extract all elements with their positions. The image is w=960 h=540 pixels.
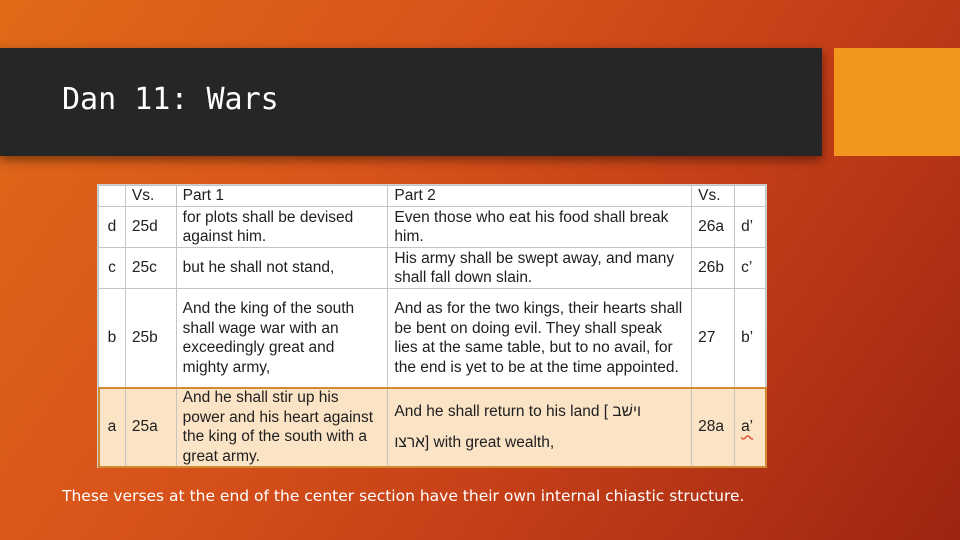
verse-cell: 27	[692, 289, 735, 388]
part2-text-pre: And he shall return to his land [	[394, 403, 609, 420]
slide-title: Dan 11: Wars	[62, 82, 279, 117]
part2-cell	[388, 388, 692, 467]
row-label-prime: c’	[735, 248, 766, 289]
verse-cell: 26b	[692, 248, 735, 289]
header-cell-part2: Part 2	[388, 186, 692, 207]
row-label: b	[99, 289, 126, 388]
verse-cell: 25d	[125, 207, 176, 248]
verse-cell: 28a	[692, 388, 735, 467]
hebrew-word-2: ארצו	[394, 434, 425, 451]
part2-cell: Even those who eat his food shall break him.	[388, 207, 692, 248]
row-label-prime: d’	[735, 207, 766, 248]
part2-cell: His army shall be swept away, and many shall fall down slain.	[388, 248, 692, 289]
table-row-highlighted	[99, 388, 766, 467]
row-label-prime	[735, 388, 766, 467]
verse-cell: 25a	[125, 388, 176, 467]
slide-caption: These verses at the end of the center section have their own internal chiastic structure.	[62, 487, 745, 505]
part1-cell: for plots shall be devised against him.	[176, 207, 388, 248]
table-row	[99, 248, 766, 289]
row-label-prime: b’	[735, 289, 766, 388]
table-row	[99, 207, 766, 248]
table-header-row	[99, 186, 766, 207]
part2-text-post: ] with great wealth,	[424, 434, 555, 451]
row-label: a	[99, 388, 126, 467]
part2-cell: And as for the two kings, their hearts shall be bent on doing evil. They shall speak lies at the same table, but to no avail, for the end is yet to be at the time appointed.	[388, 289, 692, 388]
table-row	[99, 289, 766, 388]
part1-cell: And the king of the south shall wage war with an exceedingly great and mighty army,	[176, 289, 388, 388]
verse-cell: 25c	[125, 248, 176, 289]
part1-cell: And he shall stir up his power and his heart against the king of the south with a great army.	[176, 388, 388, 467]
table	[98, 185, 766, 467]
part1-cell: but he shall not stand,	[176, 248, 388, 289]
verse-cell: 25b	[125, 289, 176, 388]
chiasm-table	[97, 184, 767, 468]
row-label: d	[99, 207, 126, 248]
row-label-prime-text: a’	[741, 418, 754, 436]
hebrew-word-1: וישׁב	[612, 403, 642, 420]
header-cell	[99, 186, 126, 207]
verse-cell: 26a	[692, 207, 735, 248]
accent-block	[834, 48, 960, 156]
row-label: c	[99, 248, 126, 289]
header-cell-part1: Part 1	[176, 186, 388, 207]
header-cell-vs2: Vs.	[692, 186, 735, 207]
header-cell	[735, 186, 766, 207]
header-cell-vs: Vs.	[125, 186, 176, 207]
